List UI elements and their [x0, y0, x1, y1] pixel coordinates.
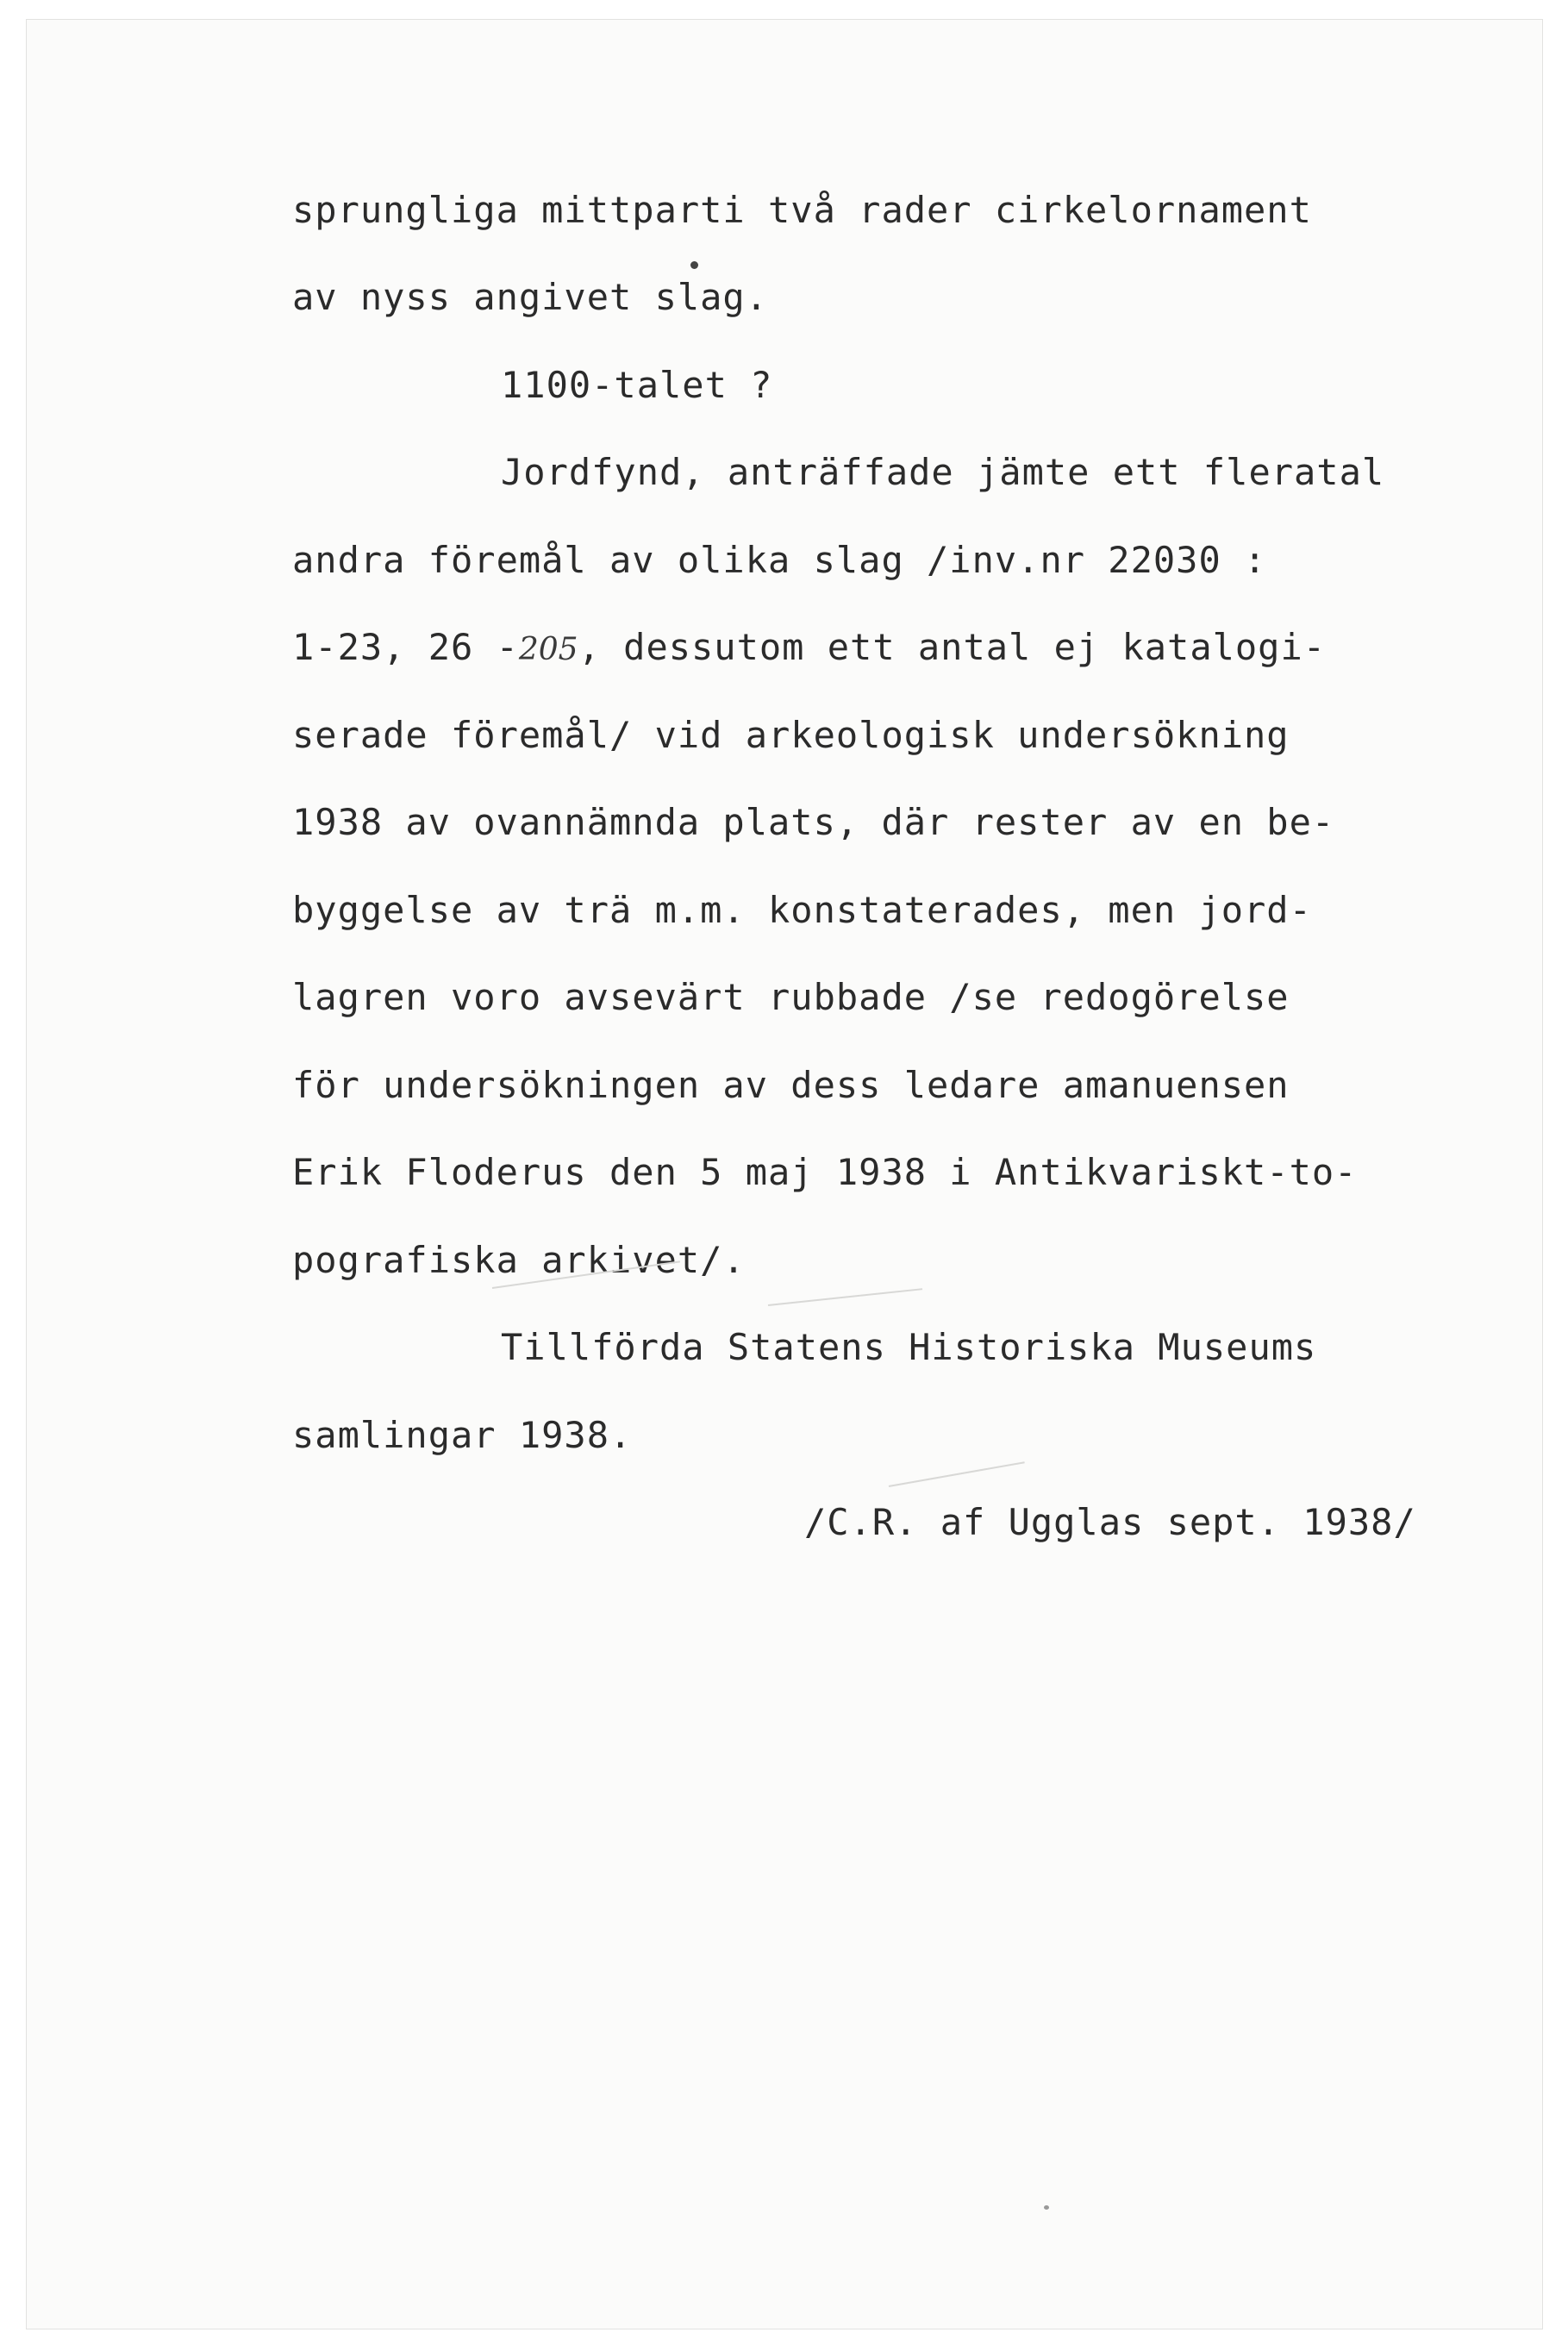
- text-line-8: 1938 av ovannämnda plats, där rester av en be-: [292, 801, 1335, 843]
- text-line-14: Tillförda Statens Historiska Museums: [501, 1326, 1317, 1368]
- signature-line: /C.R. af Ugglas sept. 1938/: [804, 1501, 1416, 1543]
- text-line-1: sprungliga mittparti två rader cirkelornament: [292, 189, 1312, 231]
- document-page: [26, 19, 1543, 2329]
- handwritten-correction: 205: [518, 632, 578, 667]
- text-line-4: Jordfynd, anträffade jämte ett fleratal: [501, 451, 1385, 493]
- text-line-6-start: 1-23, 26 -: [292, 626, 519, 668]
- ink-speck: [1044, 2205, 1049, 2210]
- text-line-6-end: , dessutom ett antal ej katalogi-: [578, 626, 1327, 668]
- text-line-13: pografiska arkivet/.: [292, 1239, 746, 1281]
- text-line-10: lagren voro avsevärt rubbade /se redogörelse: [292, 976, 1290, 1018]
- ink-dot: [690, 261, 698, 269]
- text-line-5: andra föremål av olika slag /inv.nr 22030 :: [292, 539, 1267, 581]
- faint-pencil-mark: [889, 1461, 1025, 1487]
- text-line-3: 1100-talet ?: [501, 364, 773, 406]
- text-line-15: samlingar 1938.: [292, 1414, 633, 1456]
- text-line-2: av nyss angivet slag.: [292, 276, 769, 318]
- text-line-9: byggelse av trä m.m. konstaterades, men jord-: [292, 889, 1312, 931]
- text-line-12: Erik Floderus den 5 maj 1938 i Antikvariskt-to-: [292, 1151, 1358, 1193]
- text-line-11: för undersökningen av dess ledare amanuensen: [292, 1064, 1290, 1106]
- text-line-6: [292, 626, 1326, 672]
- text-line-7: serade föremål/ vid arkeologisk undersökning: [292, 714, 1290, 756]
- faint-pencil-mark: [768, 1288, 922, 1306]
